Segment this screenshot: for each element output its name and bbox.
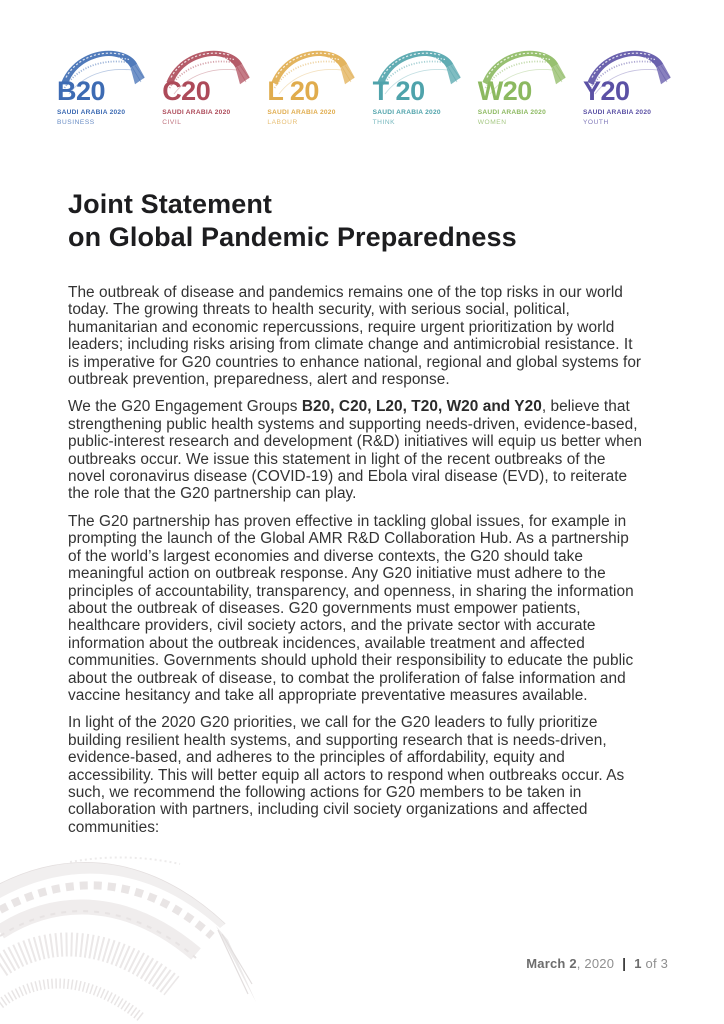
ribbon-watermark-icon — [0, 854, 320, 1024]
footer-page-total: of 3 — [641, 955, 668, 971]
logo-w20 — [478, 44, 568, 138]
footer-date-bold: March 2 — [526, 955, 577, 971]
paragraph-bold-text: B20, C20, L20, T20, W20 and Y20 — [301, 398, 542, 416]
logo-subtitle: SAUDI ARABIA 2020 — [57, 109, 126, 116]
logo-track: YOUTH — [582, 118, 609, 126]
logo-subtitle: SAUDI ARABIA 2020 — [267, 109, 336, 116]
logo-y20 — [583, 44, 673, 138]
paragraph-4 — [68, 714, 646, 836]
paragraph-text: , believe that strengthening public health systems and supporting needs-driven, evidence-based, public-interest research and development (R&D) initiatives will equip us better when outbreaks occur. We issue this statement in light of the recent outbreaks of the novel coronavirus disease (COVID-19) and Ebola viral disease (EVD), to reiterate the role that the G20 partnership can play. — [68, 398, 642, 503]
logo-code: T 20 — [372, 76, 425, 106]
logo-subtitle: SAUDI ARABIA 2020 — [372, 109, 441, 116]
logo-code: L 20 — [267, 76, 319, 106]
logo-b20 — [57, 44, 147, 138]
title-line-1: Joint Statement — [68, 189, 273, 219]
footer-divider: | — [622, 955, 627, 971]
logo-code: Y20 — [582, 76, 630, 106]
logo-subtitle: SAUDI ARABIA 2020 — [582, 109, 652, 116]
logo-code: W20 — [477, 76, 532, 106]
logo-track: LABOUR — [267, 118, 298, 126]
logo-track: CIVIL — [162, 118, 182, 126]
paragraph-3 — [68, 513, 646, 704]
paragraph-text: The outbreak of disease and pandemics remains one of the top risks in our world today. The growing threats to health security, with serious social, political, humanitarian and economic repercussions, require urgent prioritization by world leaders; including risks arising from climate change and antimicrobial resistance. It is imperative for G20 countries to enhance national, regional and global systems for outbreak prevention, preparedness, alert and response. — [68, 284, 642, 389]
paragraph-text: We the G20 Engagement Groups — [68, 398, 302, 416]
statement-body — [68, 284, 646, 846]
logo-c20 — [162, 44, 252, 138]
footer-page-number: 1 — [634, 955, 642, 971]
paragraph-text: In light of the 2020 G20 priorities, we call for the G20 leaders to fully prioritize building resilient health systems, and supporting research that is needs-driven, evidence-based, and adheres to the principles of affordability, equity and accessibility. This will better equip all actors to respond when outbreaks occur. As such, we recommend the following actions for G20 members to be taken in collaboration with partners, including civil society organizations and affected communities: — [68, 714, 625, 836]
logo-track: BUSINESS — [57, 118, 95, 126]
logo-track: THINK — [372, 118, 396, 126]
footer-date-rest: , 2020 — [576, 955, 615, 971]
paragraph-1 — [68, 284, 646, 388]
logo-code: B20 — [57, 76, 106, 106]
logo-subtitle: SAUDI ARABIA 2020 — [162, 109, 231, 116]
engagement-group-logos — [57, 44, 673, 138]
logo-subtitle: SAUDI ARABIA 2020 — [477, 109, 546, 116]
paragraph-2 — [68, 398, 646, 502]
logo-track: WOMEN — [477, 118, 507, 126]
paragraph-text: The G20 partnership has proven effective in tackling global issues, for example in prompting the launch of the Global AMR R&D Collaboration Hub. As a partnership of the world’s largest economies and diverse contexts, the G20 should take meaningful action on outbreak response. Any G20 initiative must adhere to the principles of accountability, transparency, and openness, in sharing the information about the outbreak of diseases. G20 governments must empower patients, healthcare providers, civil society actors, and the private sector with accurate information about the outbreak incidences, available treatment and affected communities. Governments should uphold their responsibility to educate the public about the outbreak of disease, to combat the proliferation of false information and vaccine hesitancy and take all appropriate preventative measures available. — [68, 512, 634, 704]
logo-l20 — [267, 44, 357, 138]
logo-code: C20 — [162, 76, 211, 106]
title-line-2: on Global Pandemic Preparedness — [68, 222, 517, 252]
page-footer — [526, 955, 668, 971]
logo-t20 — [373, 44, 463, 138]
page-title — [68, 188, 668, 254]
